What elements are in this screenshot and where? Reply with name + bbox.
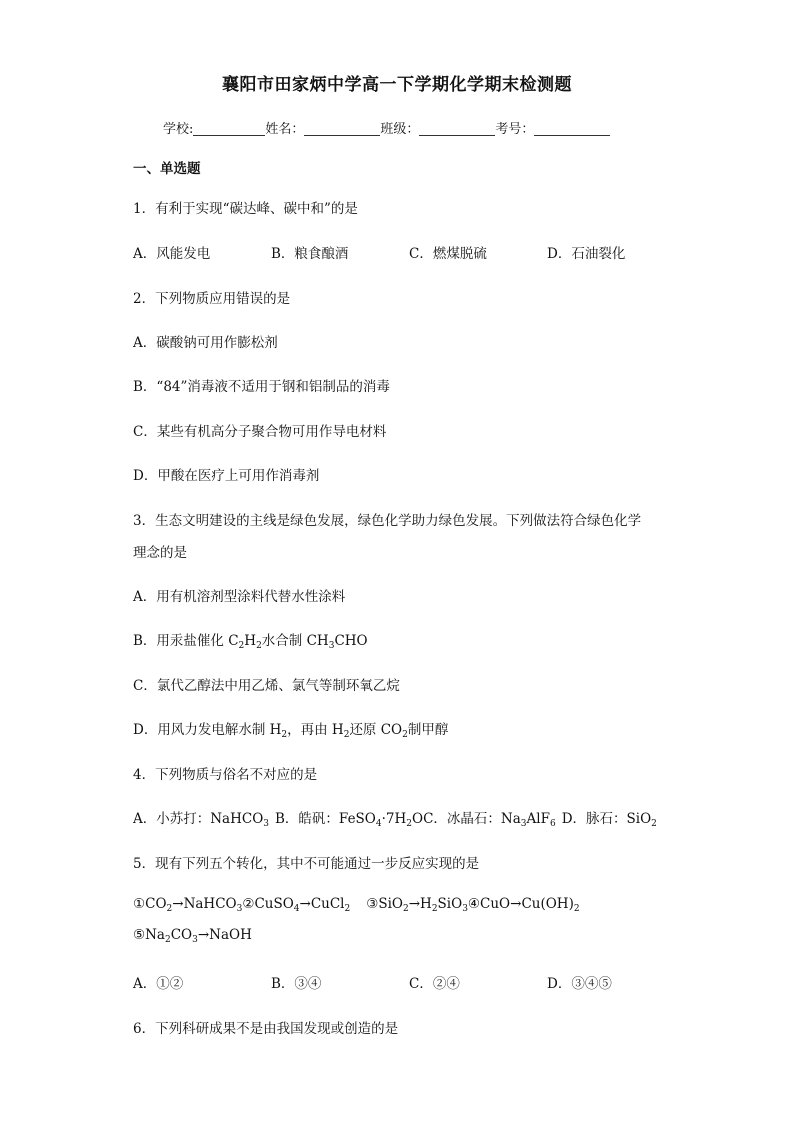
question-4-stem: 4．下列物质与俗名不对应的是 <box>133 767 318 783</box>
class-label: 班级： <box>380 122 420 137</box>
q2-option-b: B．“84”消毒液不适用于钢和铝制品的消毒 <box>133 379 390 395</box>
name-blank <box>304 121 380 136</box>
question-1-stem: 1．有利于实现“碳达峰、碳中和”的是 <box>133 201 358 217</box>
school-label: 学校: <box>163 122 194 137</box>
reaction-5: $⑤Na_2CO_3\to NaOH$ <box>133 927 252 945</box>
number-blank <box>534 121 610 136</box>
name-label: 姓名： <box>265 122 305 137</box>
q3-option-c: C．氯代乙醇法中用乙烯、氯气等制环氧乙烷 <box>133 678 400 694</box>
q4-option-d: D．脉石：SiO$_2$ <box>561 811 657 829</box>
q3-option-b: B．用汞盐催化 $C_2H_2$水合制 $CH_3CHO$ <box>133 633 368 651</box>
reaction-4: $④CuO\to Cu(OH)_2$ <box>467 896 580 914</box>
question-3-stem-line1: 3．生态文明建设的主线是绿色发展，绿色化学助力绿色发展。下列做法符合绿色化学 <box>133 513 642 529</box>
reaction-2: ②CuSO$_4$→CuCl$_2$ <box>242 896 351 914</box>
q1-option-a: A．风能发电 <box>133 246 211 262</box>
school-blank <box>193 121 265 136</box>
q1-option-d: D．石油裂化 <box>547 246 626 262</box>
q5-reactions-row1 <box>133 896 580 912</box>
question-5-stem: 5．现有下列五个转化，其中不可能通过一步反应实现的是 <box>133 856 480 872</box>
student-info-row <box>163 118 610 137</box>
exam-title: 襄阳市田家炳中学高一下学期化学期末检测题 <box>222 75 572 95</box>
q2-option-d: D．甲酸在医疗上可用作消毒剂 <box>133 468 320 484</box>
q5-option-d: D．③④⑤ <box>547 976 612 992</box>
q3-option-a: A．用有机溶剂型涂料代替水性涂料 <box>133 589 346 605</box>
question-2-stem: 2．下列物质应用错误的是 <box>133 291 291 307</box>
q5-option-a: A．①② <box>133 976 184 992</box>
q4-option-c: C．冰晶石：$Na_3AlF_6$ <box>423 811 556 829</box>
q1-option-c: C．燃煤脱硫 <box>409 246 487 262</box>
q2-option-a: A．碳酸钠可用作膨松剂 <box>133 335 278 351</box>
q2-option-c: C．某些有机高分子聚合物可用作导电材料 <box>133 424 387 440</box>
question-3-stem-line2: 理念的是 <box>133 545 187 561</box>
q5-option-c: C．②④ <box>409 976 460 992</box>
q4-option-b: B．皓矾：$FeSO_4\cdot 7H_2O$ <box>275 811 424 829</box>
question-6-stem: 6．下列科研成果不是由我国发现或创造的是 <box>133 1021 399 1037</box>
reaction-3: $③SiO_2\to H_2SiO_3$ <box>366 896 468 914</box>
reaction-1: $①CO_2\to NaHCO_3$ <box>133 896 243 914</box>
q1-option-b: B．粮食酿酒 <box>271 246 349 262</box>
section-heading: 一、单选题 <box>133 161 201 177</box>
q4-options-row <box>133 807 657 827</box>
class-blank <box>419 121 495 136</box>
number-label: 考号： <box>495 122 535 137</box>
q4-option-a: A．小苏打：NaHCO$_3$ <box>133 811 270 829</box>
q3-option-d: D．用风力发电解水制 $H_2$，再由 $H_2$还原 $CO_2$制甲醇 <box>133 722 449 740</box>
q5-option-b: B．③④ <box>271 976 322 992</box>
